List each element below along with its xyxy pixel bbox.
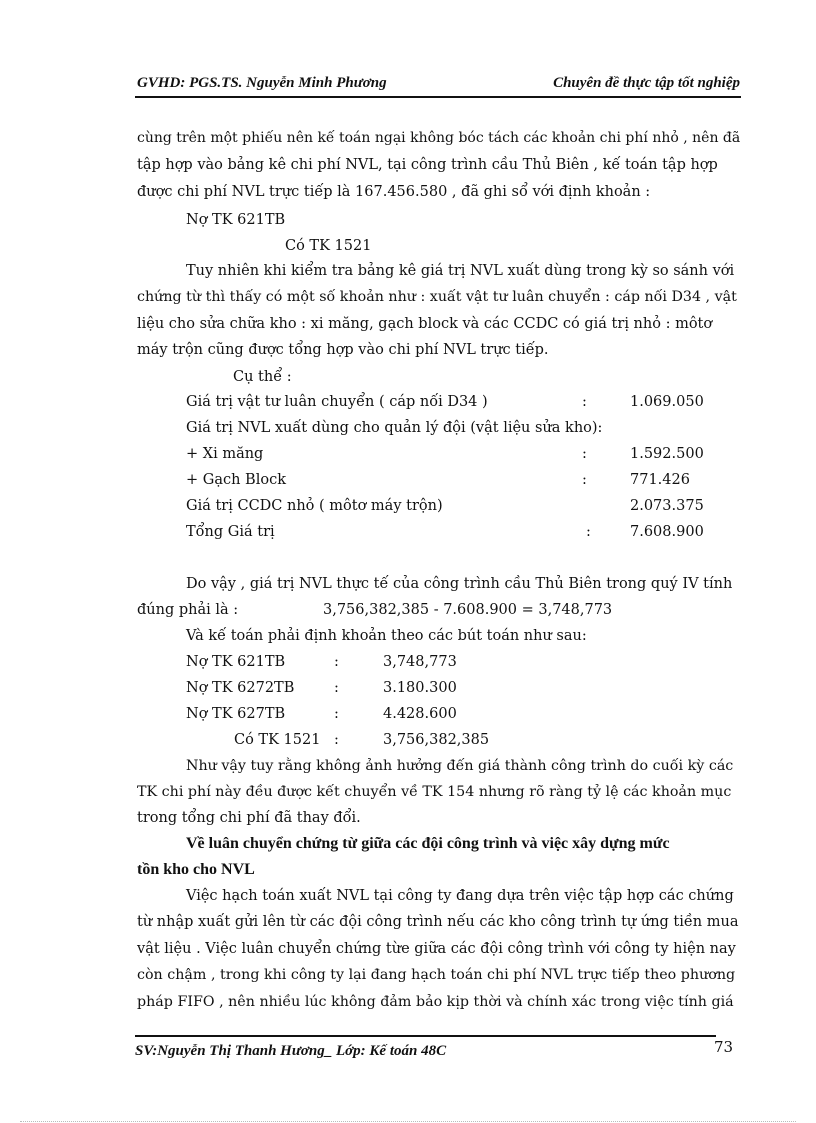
detail-colon: :: [582, 446, 587, 462]
entry-amount: 3.180.300: [383, 680, 457, 696]
para4: Và kế toán phải định khoản theo các bút toán như sau:: [186, 628, 587, 644]
detail-label: Giá trị CCDC nhỏ ( môtơ máy trộn): [186, 498, 443, 514]
entry-colon: :: [334, 654, 339, 670]
section-heading-line-2: tồn kho cho NVL: [137, 861, 255, 878]
detail-value: 1.069.050: [630, 394, 704, 410]
entry-colon: :: [334, 732, 339, 748]
para2-line-1: Tuy nhiên khi kiểm tra bảng kê giá trị NVL xuất dùng trong kỳ so sánh với: [186, 263, 735, 279]
entry-colon: :: [334, 680, 339, 696]
intro-line-2: tập hợp vào bảng kê chi phí NVL, tại công trình cầu Thủ Biên , kế toán tập hợp: [137, 157, 718, 173]
entry1-credit: Có TK 1521: [285, 238, 372, 254]
detail-colon: :: [582, 472, 587, 488]
page-edge: [20, 1121, 796, 1122]
para5-line-1: Như vậy tuy rằng không ảnh hưởng đến giá thành công trình do cuối kỳ các: [186, 758, 734, 774]
footer-student: SV:Nguyễn Thị Thanh Hương_ Lớp: Kế toán 48C: [135, 1043, 447, 1059]
page-number: 73: [714, 1038, 734, 1056]
intro-line-1: cùng trên một phiếu nên kế toán ngại không bóc tách các khoản chi phí nhỏ , nên đã: [137, 130, 741, 146]
para3-line-1: Do vậy , giá trị NVL thực tế của công trình cầu Thủ Biên trong quý IV tính: [186, 576, 733, 592]
detail-value: 7.608.900: [630, 524, 704, 540]
para6-line-1: Việc hạch toán xuất NVL tại công ty đang dựa trên việc tập hợp các chứng: [186, 888, 734, 904]
entry-amount: 4.428.600: [383, 706, 457, 722]
detail-value: 2.073.375: [630, 498, 704, 514]
entry-account: Nợ TK 627TB: [186, 706, 286, 722]
detail-value: 1.592.500: [630, 446, 704, 462]
header-rule: [135, 96, 741, 98]
entry-amount: 3,756,382,385: [383, 732, 490, 748]
entry-account: Nợ TK 621TB: [186, 654, 286, 670]
header-advisor: GVHD: PGS.TS. Nguyễn Minh Phương: [137, 75, 387, 91]
detail-heading: Cụ thể :: [233, 369, 292, 385]
intro-line-3: được chi phí NVL trực tiếp là 167.456.580 , đã ghi sổ với định khoản :: [137, 184, 651, 200]
para6-line-5: pháp FIFO , nên nhiều lúc không đảm bảo kịp thời và chính xác trong việc tính giá: [137, 994, 734, 1010]
para6-line-4: còn chậm , trong khi công ty lại đang hạch toán chi phí NVL trực tiếp theo phương: [137, 967, 736, 983]
entry-colon: :: [334, 706, 339, 722]
para6-line-3: vật liệu . Việc luân chuyển chứng từe giữa các đội công trình với công ty hiện nay: [137, 941, 736, 957]
detail-colon: :: [582, 394, 587, 410]
para2-line-4: máy trộn cũng được tổng hợp vào chi phí NVL trực tiếp.: [137, 342, 549, 358]
header-report-title: Chuyên đề thực tập tốt nghiệp: [553, 75, 740, 91]
section-heading-line-1: Về luân chuyển chứng từ giữa các đội công trình và việc xây dựng mức: [186, 835, 670, 852]
detail-label: + Xi măng: [186, 446, 264, 462]
para2-line-2: chứng từ thì thấy có một số khoản như : xuất vật tư luân chuyển : cáp nối D34 , vật: [137, 289, 737, 305]
para6-line-2: từ nhập xuất gửi lên từ các đội công trình nếu các kho công trình tự ứng tiền mua: [137, 914, 739, 930]
entry-account: Nợ TK 6272TB: [186, 680, 295, 696]
detail-label: + Gạch Block: [186, 472, 286, 488]
entry1-debit: Nợ TK 621TB: [186, 212, 286, 228]
footer-rule: [135, 1035, 716, 1037]
detail-value: 771.426: [630, 472, 690, 488]
detail-colon: :: [586, 524, 591, 540]
para5-line-3: trong tổng chi phí đã thay đổi.: [137, 810, 361, 826]
detail-label: Giá trị NVL xuất dùng cho quản lý đội (vật liệu sửa kho):: [186, 420, 603, 436]
entry-account: Có TK 1521: [234, 732, 321, 748]
para5-line-2: TK chi phí này đều được kết chuyển về TK 154 nhưng rõ ràng tỷ lệ các khoản mục: [137, 784, 732, 800]
para2-line-3: liệu cho sửa chữa kho : xi măng, gạch block và các CCDC có giá trị nhỏ : môtơ: [137, 316, 713, 332]
detail-label: Giá trị vật tư luân chuyển ( cáp nối D34 ): [186, 394, 488, 410]
para3-label: đúng phải là :: [137, 602, 239, 618]
para3-formula: 3,756,382,385 - 7.608.900 = 3,748,773: [323, 602, 613, 618]
detail-label: Tổng Giá trị: [186, 524, 275, 540]
entry-amount: 3,748,773: [383, 654, 457, 670]
